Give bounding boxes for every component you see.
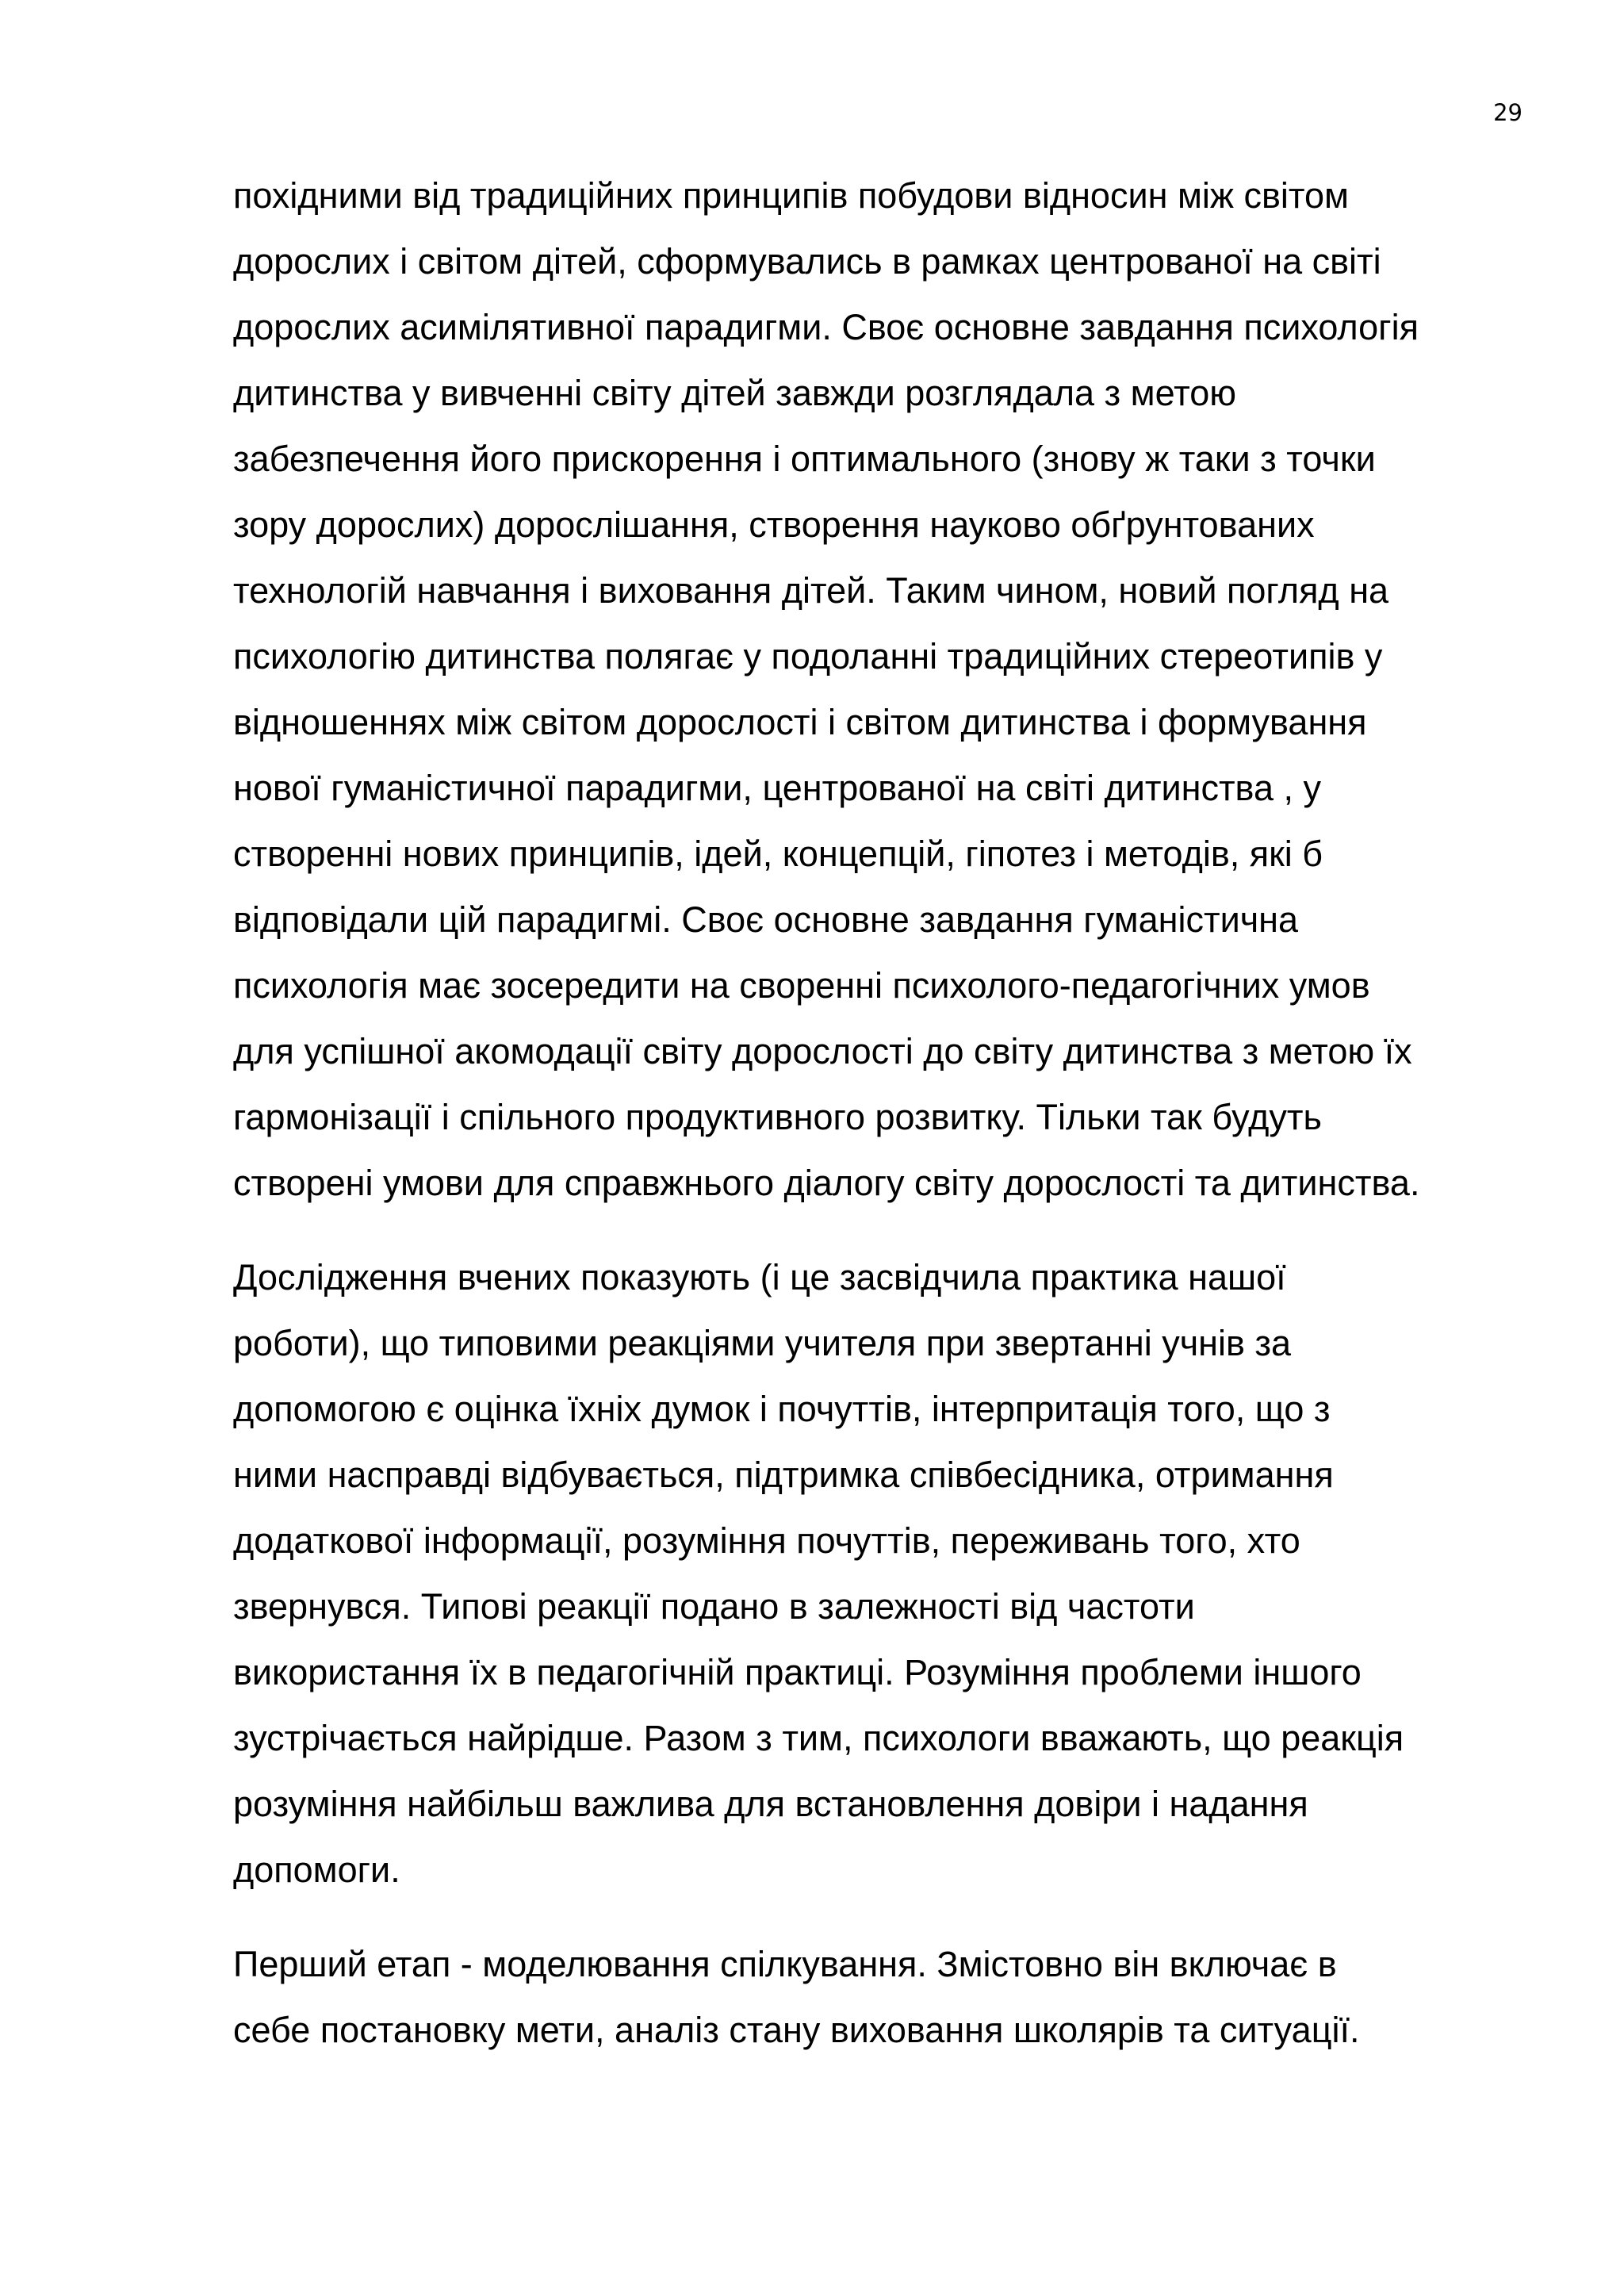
text-line: створені умови для справжнього діалогу світу дорослості та дитинства.	[233, 1163, 1420, 1203]
text-line: Дослідження вчених показують (і це засвідчила практика нашої	[233, 1257, 1286, 1297]
text-line: роботи), що типовими реакціями учителя при звертанні учнів за	[233, 1323, 1292, 1363]
text-line: ними насправді відбувається, підтримка співбесідника, отримання	[233, 1455, 1334, 1495]
text-line: зору дорослих) дорослішання, створення науково обґрунтованих	[233, 504, 1315, 545]
text-line: забезпечення його прискорення і оптимального (знову ж таки з точки	[233, 439, 1376, 479]
text-line: відповідали цій парадигмі. Своє основне завдання гуманістична	[233, 899, 1299, 940]
text-line: звернувся. Типові реакції подано в залежності від частоти	[233, 1586, 1195, 1627]
text-line: відношеннях між світом дорослості і світом дитинства і формування	[233, 702, 1367, 742]
text-line: зустрічається найрідше. Разом з тим, психологи вважають, що реакція	[233, 1718, 1404, 1758]
text-line: допомоги.	[233, 1849, 400, 1890]
paragraph	[233, 173, 1518, 1226]
text-line: використання їх в педагогічній практиці. Розуміння проблеми іншого	[233, 1652, 1362, 1692]
text-line: психологія має зосередити на своренні психолого-педагогічних умов	[233, 965, 1370, 1006]
text-line: для успішної акомодації світу дорослості до світу дитинства з метою їх	[233, 1031, 1412, 1071]
paragraph	[233, 1941, 1518, 2073]
text-line: Перший етап - моделювання спілкування. Змістовно він включає в	[233, 1944, 1337, 1984]
text-line: дорослих і світом дітей, сформувались в рамках центрованої на світі	[233, 241, 1381, 282]
text-line: нової гуманістичної парадигми, центрованої на світі дитинства , у	[233, 768, 1321, 808]
text-line: гармонізації і спільного продуктивного розвитку. Тільки так будуть	[233, 1097, 1322, 1137]
paragraph-spacer	[233, 1226, 1518, 1255]
text-line: створенні нових принципів, ідей, концепцій, гіпотез і методів, які б	[233, 834, 1323, 874]
paragraph	[233, 1255, 1518, 1913]
page-number: 29	[1493, 99, 1522, 126]
text-line: похідними від традиційних принципів побудови відносин між світом	[233, 175, 1349, 216]
text-line: психологію дитинства полягає у подоланні традиційних стереотипів у	[233, 636, 1383, 677]
text-line: додаткової інформації, розуміння почуттів, переживань того, хто	[233, 1520, 1300, 1561]
text-line: розуміння найбільш важлива для встановлення довіри і надання	[233, 1784, 1308, 1824]
text-line: дорослих асимілятивної парадигми. Своє основне завдання психологія	[233, 307, 1419, 347]
document-body	[233, 173, 1518, 2073]
text-line: допомогою є оцінка їхніх думок і почуттів, інтерпритація того, що з	[233, 1389, 1331, 1429]
paragraph-spacer	[233, 1913, 1518, 1941]
text-line: технологій навчання і виховання дітей. Таким чином, новий погляд на	[233, 570, 1389, 611]
text-line: себе постановку мети, аналіз стану виховання школярів та ситуації.	[233, 2010, 1360, 2050]
text-line: дитинства у вивченні світу дітей завжди розглядала з метою	[233, 373, 1237, 413]
